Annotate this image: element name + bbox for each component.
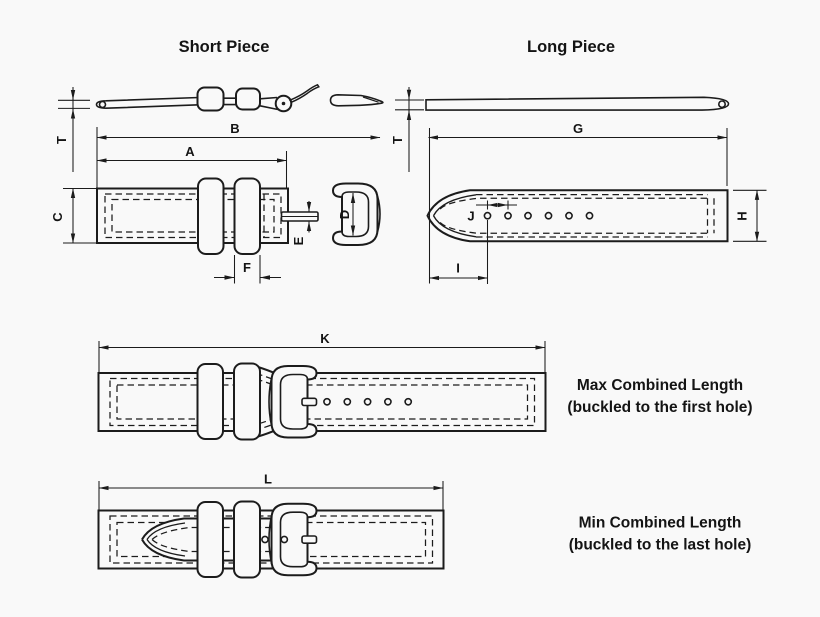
- dim-label-T-long: T: [390, 136, 405, 144]
- long-piece-title: Long Piece: [526, 38, 616, 56]
- keeper2-min: [234, 502, 260, 578]
- buckle-tongue-side: [290, 85, 319, 102]
- keeper2-max: [234, 364, 260, 440]
- max-combined-view: [99, 331, 753, 440]
- short-piece-side-view: [97, 85, 383, 111]
- keeper1-min: [198, 502, 224, 577]
- dim-F: [214, 255, 281, 284]
- short-piece-title: Short Piece: [178, 38, 270, 56]
- max-caption-line2: (buckled to the first hole): [567, 399, 753, 416]
- dim-label-K: K: [320, 331, 330, 346]
- dim-label-C: C: [50, 212, 65, 222]
- dim-label-T-short: T: [54, 136, 69, 144]
- min-caption-line1: Min Combined Length: [578, 514, 742, 532]
- combined-strap-body-max: [99, 373, 546, 431]
- spring-bar-hole-side: [100, 102, 106, 108]
- dim-label-I: I: [456, 260, 460, 276]
- min-combined-view: [99, 472, 752, 578]
- long-piece-side-view: [426, 97, 729, 110]
- dim-T-long: [390, 87, 424, 172]
- dim-G: [429, 121, 728, 186]
- keeper1-top: [198, 179, 224, 255]
- dim-E: [291, 201, 309, 245]
- dim-label-L: L: [264, 471, 272, 487]
- strap-hole-side: [719, 101, 725, 107]
- dim-label-A: A: [185, 144, 195, 159]
- dim-label-H: H: [734, 211, 750, 221]
- keeper1-max: [198, 364, 224, 439]
- dim-label-B: B: [230, 121, 240, 136]
- dim-label-D: D: [337, 209, 352, 220]
- buckle-frame-side: [331, 95, 383, 106]
- min-caption-line2: (buckled to the last hole): [568, 536, 752, 554]
- buckle-pin-min: [302, 536, 317, 543]
- dim-label-E: E: [291, 236, 306, 246]
- dim-T-short: [54, 87, 90, 172]
- dim-B: [97, 121, 380, 188]
- max-caption-line1: Max Combined Length: [576, 377, 744, 394]
- dim-label-J: J: [467, 208, 475, 224]
- dim-label-G: G: [572, 121, 584, 136]
- keeper2-side: [236, 89, 260, 110]
- dim-H: [733, 190, 767, 241]
- buckle-pin-max: [302, 398, 317, 405]
- keeper1-side: [198, 88, 224, 111]
- dim-label-F: F: [243, 260, 251, 275]
- dim-C: [50, 189, 97, 244]
- keeper2-top: [235, 179, 261, 255]
